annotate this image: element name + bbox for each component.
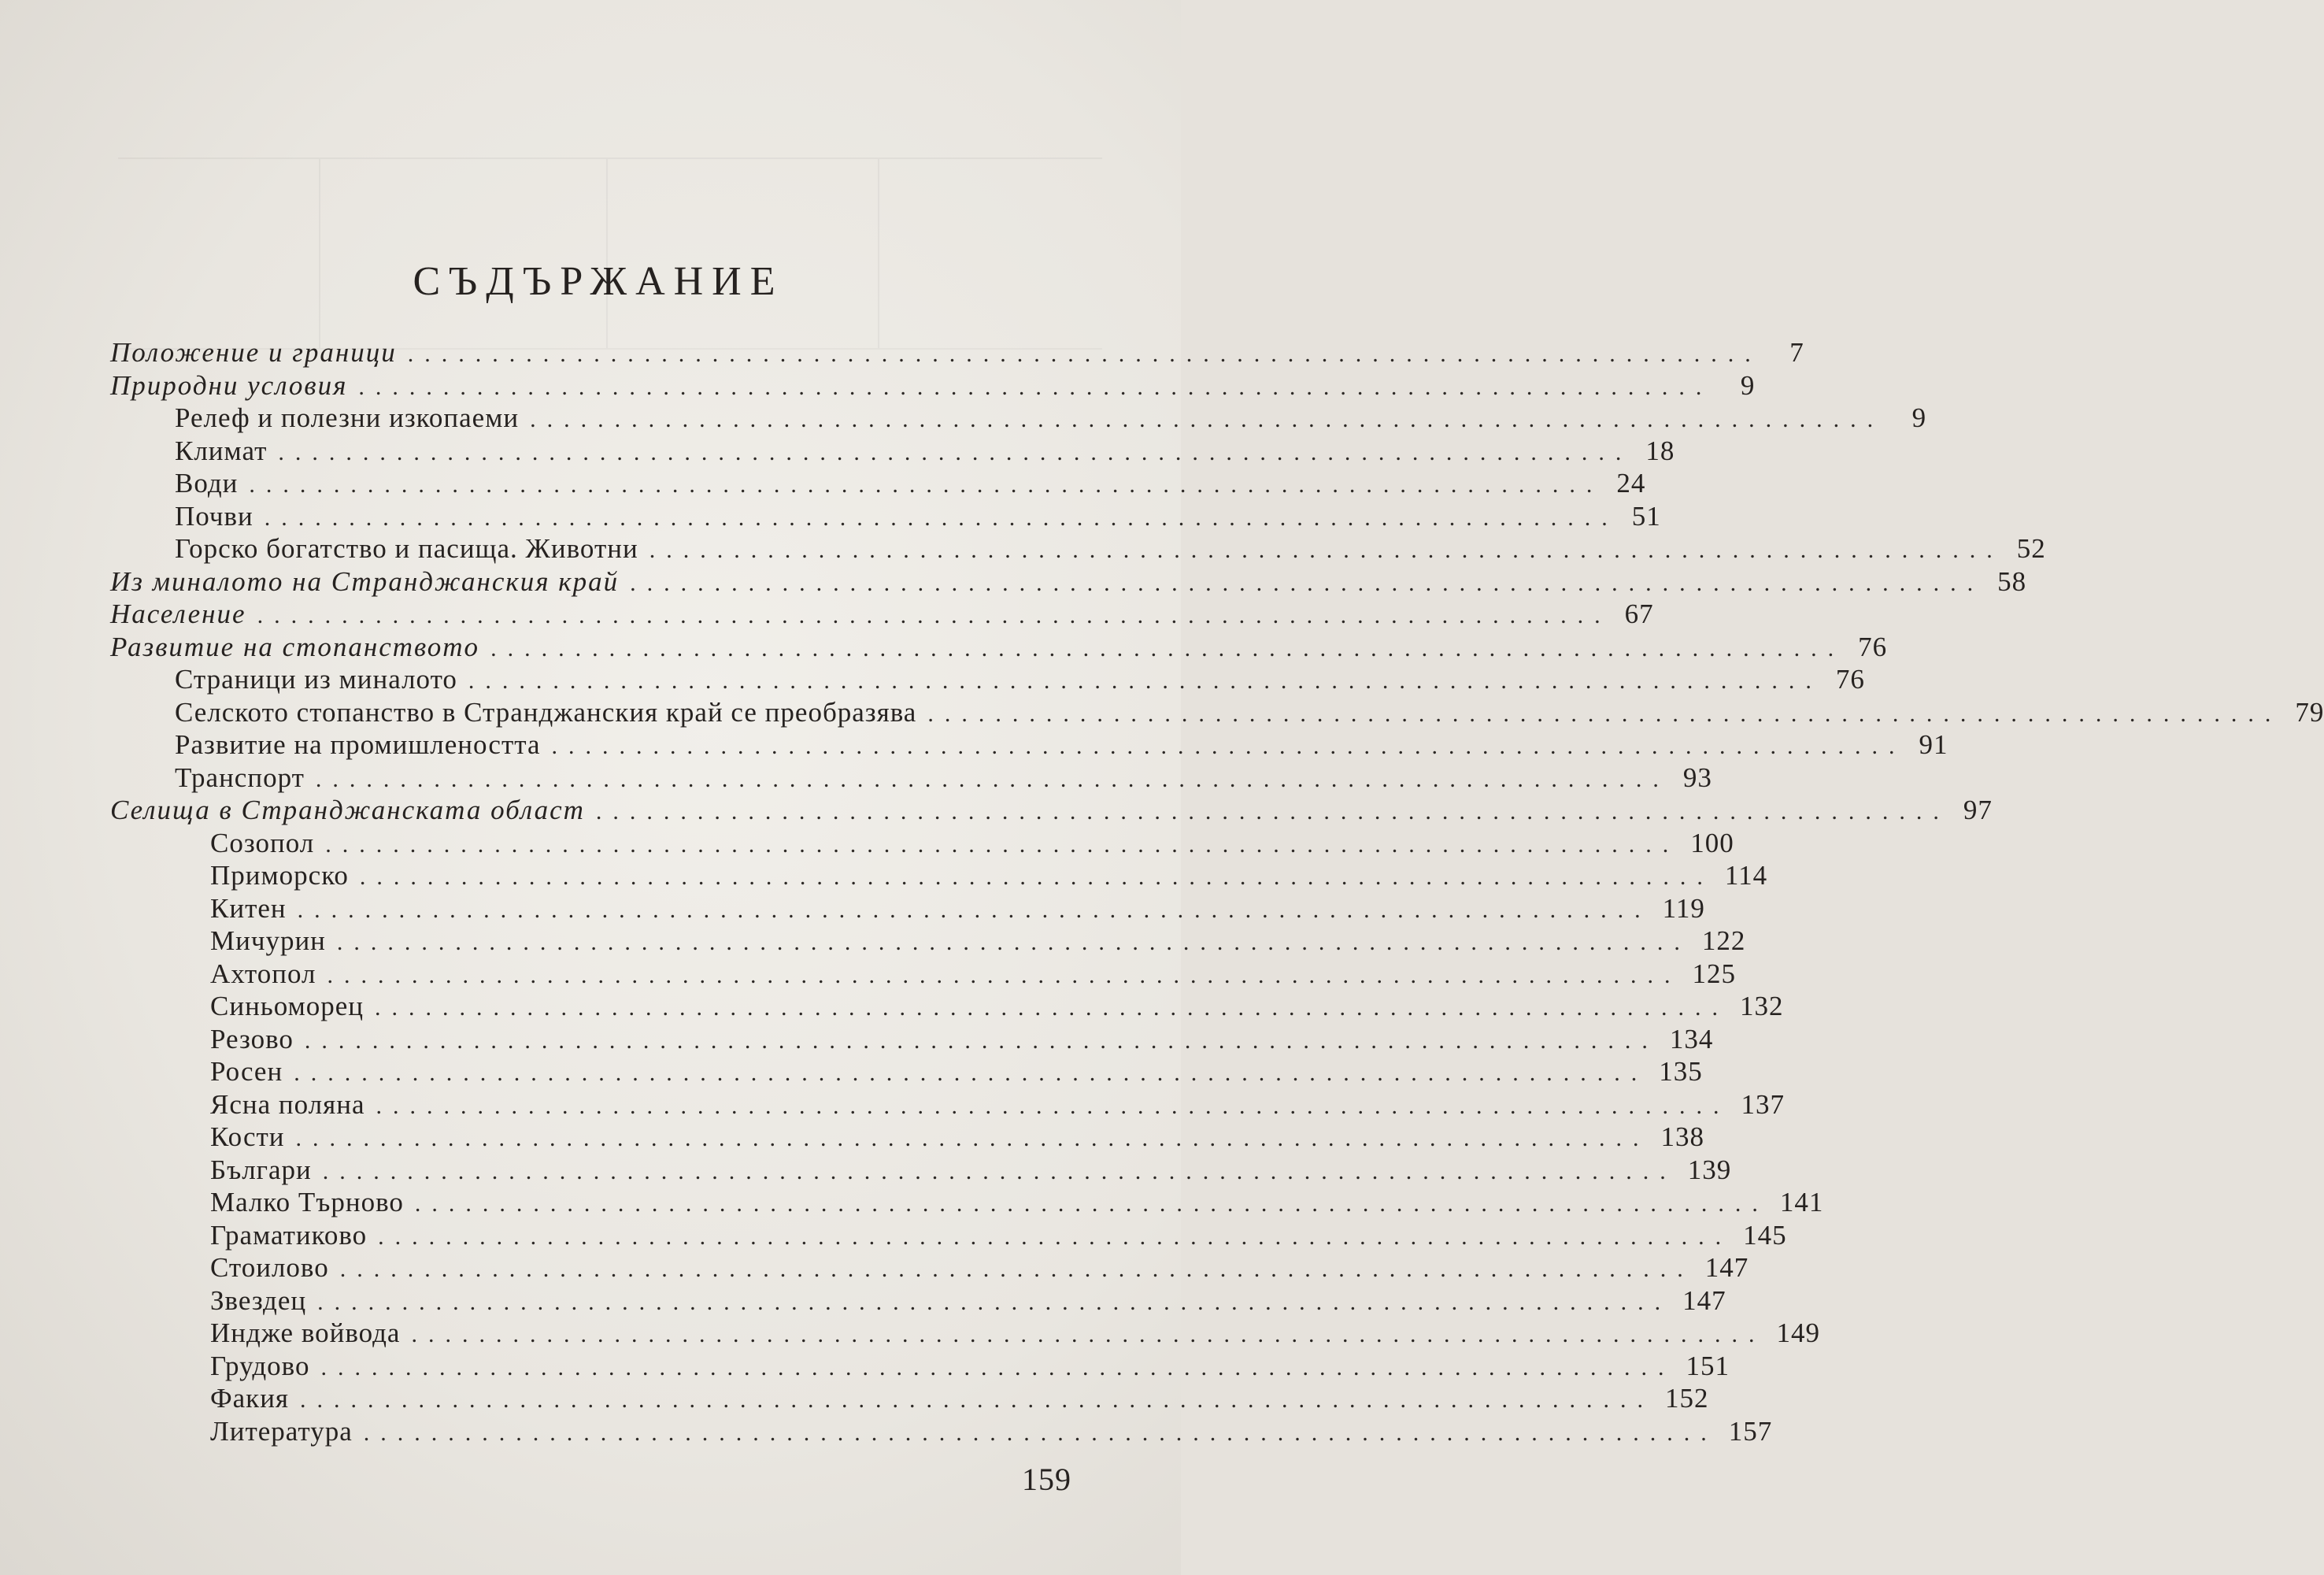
dot-leader: ................................................................................ [264,504,1619,531]
toc-entry-label: Страници из миналото [175,664,457,695]
toc-entry-label: Селища в Странджанската област [110,795,585,825]
toc-entry-page: 147 [1704,1252,1749,1283]
dot-leader: ................................................................................ [295,1125,1650,1151]
toc-entry-page: 137 [1741,1088,1785,1120]
toc-entry-page: 93 [1682,762,1712,793]
toc-entry-page: 100 [1690,827,1734,858]
toc-entry-page: 51 [1631,500,1661,532]
dot-leader: ................................................................................ [249,472,1604,498]
dot-leader: ................................................................................ [927,700,2282,727]
toc-entry [110,827,1734,860]
toc-entry-page: 9 [1911,402,1927,433]
toc-entry-page: 9 [1740,369,1756,401]
toc-entry-page: 147 [1682,1284,1726,1316]
dot-leader: ................................................................................ [315,765,1670,792]
toc-entry-label: Кости [210,1121,285,1152]
toc-entry-label: Мичурин [210,925,326,956]
toc-entry-label: Положение и граници [110,337,397,368]
toc-entry-label: Селското стопанство в Странджанския край се преобразява [175,696,917,728]
dot-leader: ................................................................................ [414,1191,1769,1217]
toc-entry [110,1251,1749,1284]
toc-entry-label: Ахтопол [210,958,316,989]
toc-entry-page: 58 [1997,565,2027,597]
dot-leader: ................................................................................ [378,1223,1733,1250]
toc-entry-label: Природни условия [110,369,348,401]
toc-entry-label: Води [175,468,239,498]
toc-entry [110,958,1736,991]
toc-entry [110,1415,1773,1448]
toc-entry [110,1219,1787,1252]
show-through-table [118,158,1102,350]
toc-entry-page: 151 [1686,1350,1730,1381]
dot-leader: ................................................................................ [336,929,1691,955]
toc-entry-label: Население [110,598,246,629]
dot-leader: ................................................................................ [376,1092,1730,1119]
toc-entry [110,892,1705,925]
dot-leader: ................................................................................ [630,569,1985,596]
toc-entry [110,925,1746,958]
dot-leader: ................................................................................ [468,668,1823,694]
toc-entry-label: Звездец [210,1284,307,1316]
toc-entry-page: 135 [1659,1056,1703,1087]
toc-entry-label: Китен [210,892,287,924]
toc-entry-page: 18 [1645,435,1675,466]
toc-entry-page: 141 [1779,1187,1824,1217]
toc-entry [110,1186,1824,1219]
toc-entry-label: Синьоморец [210,991,365,1021]
toc-entry-label: Приморско [210,860,349,891]
dot-leader: ................................................................................ [551,733,1906,759]
toc-entry-page: 97 [1963,795,1993,825]
dot-leader: ................................................................................ [407,341,1762,367]
dot-leader: ................................................................................ [257,602,1612,628]
toc-entry-label: Литература [210,1415,353,1447]
toc-entry [110,598,1654,631]
toc-entry-page: 134 [1669,1023,1714,1054]
toc-entry [110,631,1888,664]
toc-entry [110,696,2324,729]
toc-entry [110,336,1804,369]
dot-leader: ................................................................................ [304,1027,1659,1054]
dot-leader: ................................................................................ [317,1288,1672,1315]
toc-entry-page: 122 [1701,925,1746,956]
toc-entry-label: Граматиково [210,1219,368,1251]
toc-entry-page: 7 [1789,337,1804,368]
toc-entry-label: Индже войвода [210,1317,401,1348]
toc-entry [110,467,1646,500]
toc-entry-page: 149 [1776,1317,1820,1348]
toc-entry-page: 67 [1624,598,1654,629]
toc-entry [110,1121,1705,1154]
toc-entry-label: Релеф и полезни изкопаеми [175,402,520,433]
toc-entry [110,663,1865,696]
toc-entry-label: Транспорт [175,762,305,793]
toc-entry [110,565,2027,598]
toc-entry-page: 152 [1665,1383,1709,1414]
toc-entry-label: Горско богатство и пасища. Животни [175,533,638,564]
toc-entry [110,728,1948,762]
toc-entry [110,859,1768,892]
toc-entry-page: 79 [2295,696,2324,728]
toc-entry-page: 76 [1835,664,1865,695]
dot-leader: ................................................................................ [325,831,1680,858]
toc-entry [110,1382,1709,1415]
toc-entry [110,794,1993,827]
dot-leader: ................................................................................ [294,1060,1649,1086]
toc-entry [110,762,1712,795]
page-number: 159 [1022,1462,1071,1497]
toc-entry [110,1350,1730,1383]
dot-leader: ................................................................................ [411,1321,1766,1347]
dot-leader: ................................................................................ [322,1158,1677,1184]
toc-entry [110,532,2046,565]
toc-entry-label: Почви [175,500,253,532]
toc-entry-page: 119 [1662,892,1705,924]
toc-entry [110,1154,1732,1187]
toc-entry-label: Развитие на стопанството [110,631,480,662]
toc-entry-page: 24 [1616,468,1646,498]
toc-entry-label: Из миналото на Странджанския край [110,565,620,597]
toc-entry-label: Малко Търново [210,1187,404,1217]
table-of-contents [110,336,2324,1447]
toc-entry [110,402,1927,435]
toc-entry-page: 139 [1687,1154,1732,1185]
toc-entry-label: Факия [210,1383,290,1414]
toc-entry-page: 138 [1660,1121,1705,1152]
toc-entry-page: 91 [1919,729,1948,760]
toc-entry-page: 114 [1724,860,1768,891]
toc-entry-label: Климат [175,435,268,466]
dot-leader: ................................................................................ [595,799,1950,825]
toc-entry [110,1055,1703,1088]
toc-entry [110,1088,1785,1121]
toc-entry-label: Грудово [210,1350,310,1381]
toc-entry-page: 125 [1692,958,1736,989]
toc-entry-page: 145 [1743,1219,1787,1251]
toc-entry-label: Росен [210,1056,283,1087]
toc-entry-page: 132 [1740,991,1784,1021]
toc-entry-label: Резово [210,1023,294,1054]
toc-entry-label: Созопол [210,827,315,858]
toc-entry [110,1284,1726,1317]
toc-entry-label: Ясна поляна [210,1088,365,1120]
dot-leader: ................................................................................ [320,1354,1675,1380]
dot-leader: ................................................................................ [278,439,1633,465]
dot-leader: ................................................................................ [297,896,1652,923]
dot-leader: ................................................................................ [363,1419,1718,1446]
dot-leader: ................................................................................ [649,537,2004,563]
toc-entry-label: Стоилово [210,1252,329,1283]
dot-leader: ................................................................................ [358,373,1713,400]
toc-entry [110,435,1675,468]
dot-leader: ................................................................................ [327,962,1682,988]
toc-entry-page: 157 [1728,1415,1773,1447]
dot-leader: ................................................................................ [530,406,1885,432]
dot-leader: ................................................................................ [375,995,1730,1021]
toc-entry [110,369,1756,402]
toc-entry [110,500,1661,533]
toc-entry [110,1023,1714,1056]
toc-entry-label: Българи [210,1154,312,1185]
dot-leader: ................................................................................ [490,635,1845,662]
dot-leader: ................................................................................ [300,1387,1655,1413]
toc-entry [110,990,1784,1023]
toc-entry-label: Развитие на промишлеността [175,729,541,760]
toc-entry [110,1317,1820,1350]
dot-leader: ................................................................................ [359,864,1714,890]
dot-leader: ................................................................................ [339,1256,1694,1282]
page-title: СЪДЪРЖАНИЕ [413,259,784,304]
toc-entry-page: 52 [2016,533,2046,564]
toc-entry-page: 76 [1858,631,1888,662]
